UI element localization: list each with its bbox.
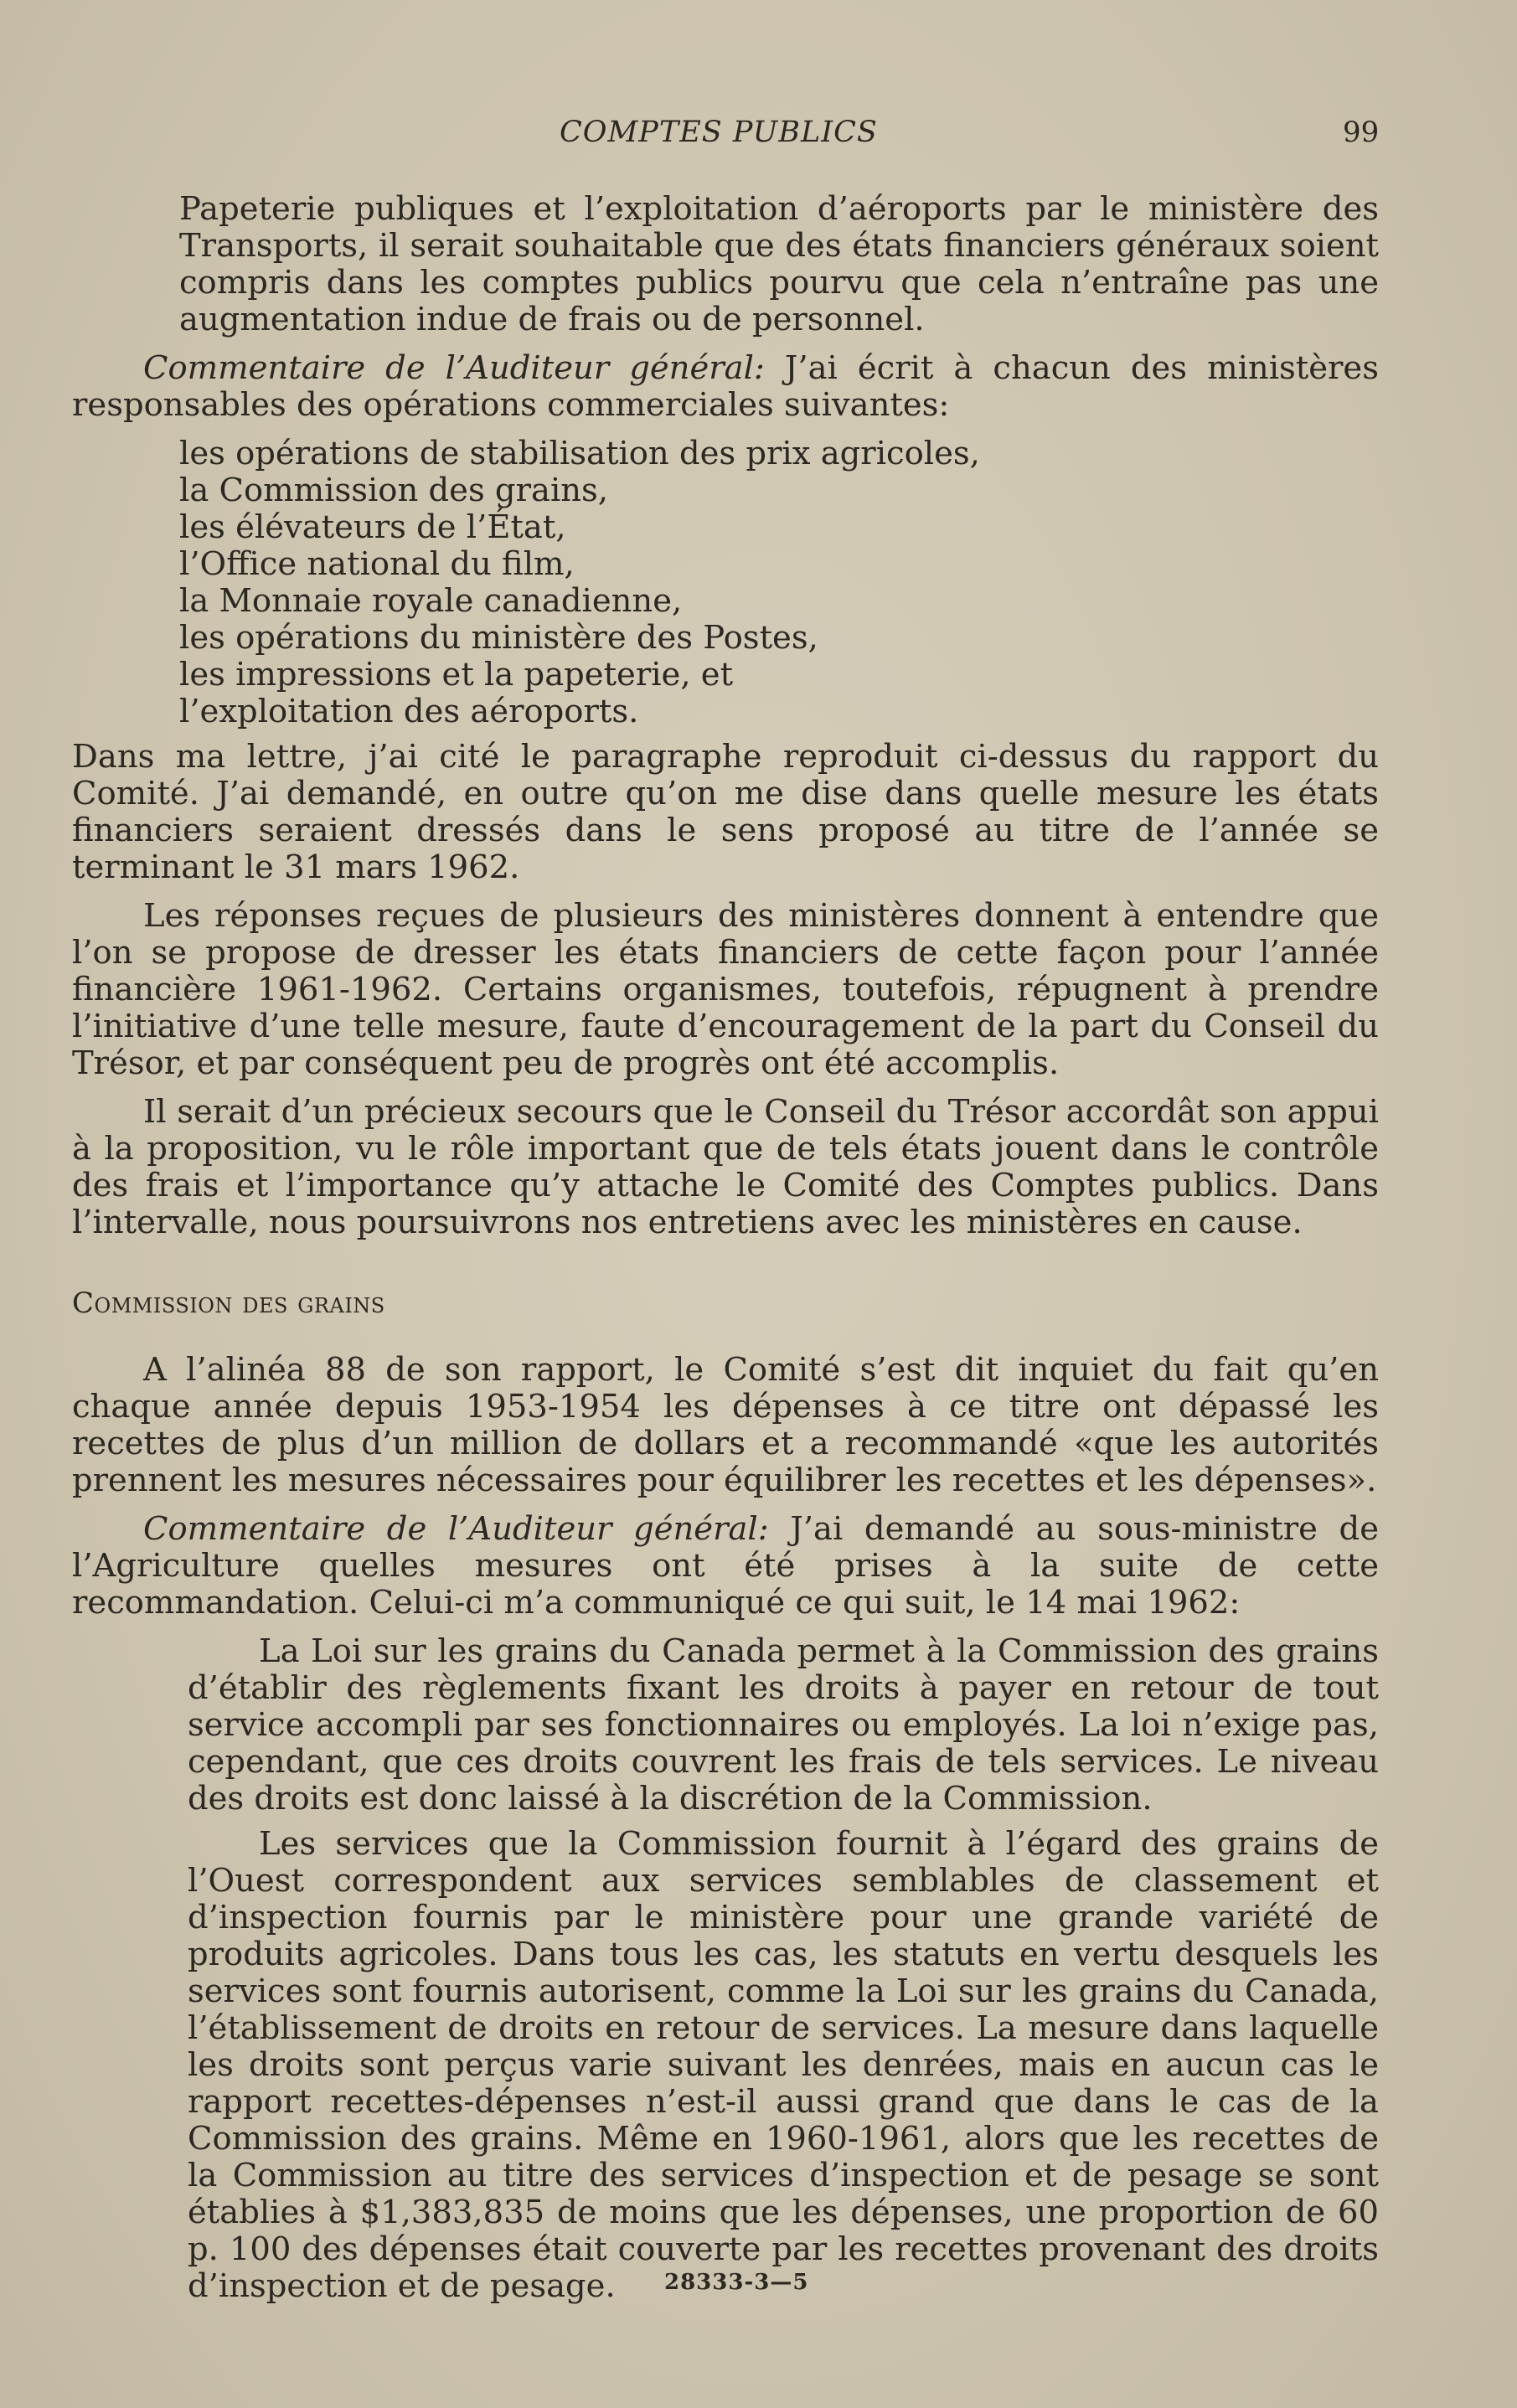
auditor-comment-label-2: Commentaire de l’Auditeur général: — [143, 1510, 769, 1548]
page-body — [72, 191, 1379, 2313]
auditor-comment-paragraph — [72, 350, 1379, 424]
list-item: les impressions et la papeterie, et — [179, 656, 734, 694]
running-head: COMPTES PUBLICS — [560, 116, 878, 149]
quote-paragraph-2: Les services que la Commission fournit à l’égard des grains de l’Ouest correspondent aux services semblables de classement et d’inspection fournis par le ministère pour une grande variété de produits agricoles. Dans tous les cas, les statuts en vertu desquels les services sont fournis autorisent, comme la Loi sur les grains du Canada, l’établissement de droits en retour de services. La mesure dans laquelle les droits sont perçus varie suivant les denrées, mais en aucun cas le rapport recettes-dépenses n’est-il aussi grand que dans le cas de la Commission des grains. Même en 1960-1961, alors que les recettes de la Commission au titre des services d’inspection et de pesage se sont établies à $1,383,835 de moins que les dépenses, une proportion de 60 p. 100 des dépenses était couverte par les recettes provenant des droits d’inspection et de pesage. — [188, 1825, 1379, 2305]
list-item: l’Office national du film, — [179, 545, 575, 583]
letter-paragraph: Dans ma lettre, j’ai cité le paragraphe reproduit ci-dessus du rapport du Comité. J’ai demandé, en outre qu’on me dise dans quelle mesure les états financiers seraient dressés dans le sens proposé au titre de l’année se terminant le 31 mars 1962. — [72, 738, 1379, 886]
list-item: les élévateurs de l’État, — [179, 508, 566, 546]
list-item: les opérations de stabilisation des prix agricoles, — [179, 435, 980, 472]
quote-paragraph-1: La Loi sur les grains du Canada permet à la Commission des grains d’établir des règlements fixant les droits à payer en retour de tout service accompli par ses fonctionnaires ou employés. La loi n’exige pas, cependant, que ces droits couvrent les frais de tels services. Le niveau des droits est donc laissé à la discrétion de la Commission. — [188, 1632, 1379, 1818]
auditor-comment-text-2: J’ai demandé au sous-ministre de l’Agriculture quelles mesures ont été prises à la suite de cette recommandation. Celui-ci m’a communiqué ce qui suit, le 14 mai 1962: — [72, 1510, 1379, 1622]
page-number: 99 — [1343, 116, 1380, 149]
list-item: la Monnaie royale canadienne, — [179, 582, 683, 620]
auditor-comment-label: Commentaire de l’Auditeur général: — [143, 349, 765, 387]
footer-print-code: 28333-3—5 — [664, 2270, 809, 2295]
block-quote — [72, 1633, 1379, 2305]
treasury-paragraph: Il serait d’un précieux secours que le Conseil du Trésor accordât son appui à la proposition, vu le rôle important que de tels états jouent dans le contrôle des frais et l’importance qu’y attache le Comité des Comptes publics. Dans l’intervalle, nous poursuivrons nos entretiens avec les ministères en cause. — [72, 1093, 1379, 1241]
responses-paragraph: Les réponses reçues de plusieurs des ministères donnent à entendre que l’on se propose de dresser les états financiers de cette façon pour l’année financière 1961-1962. Certains organismes, toutefois, répugnent à prendre l’initiative d’une telle mesure, faute d’encouragement de la part du Conseil du Trésor, et par conséquent peu de progrès ont été accomplis. — [72, 897, 1379, 1082]
continuation-paragraph: Papeterie publiques et l’exploitation d’aéroports par le ministère des Transports, il serait souhaitable que des états financiers généraux soient compris dans les comptes publics pourvu que cela n’entraîne pas une augmentation indue de frais ou de personnel. — [179, 190, 1379, 338]
list-item: la Commission des grains, — [179, 472, 609, 509]
operations-list — [72, 436, 1379, 730]
list-item: les opérations du ministère des Postes, — [179, 619, 818, 657]
committee-concern-paragraph: A l’alinéa 88 de son rapport, le Comité s’est dit inquiet du fait qu’en chaque année depuis 1953-1954 les dépenses à ce titre ont dépassé les recettes de plus d’un million de dollars et a recommandé «que les autorités prennent les mesures nécessaires pour équilibrer les recettes et les dépenses». — [72, 1351, 1379, 1499]
auditor-comment-paragraph-2 — [72, 1511, 1379, 1622]
section-heading: Commission des grains — [72, 1287, 385, 1320]
page-header — [0, 116, 1517, 157]
auditor-comment-text: J’ai écrit à chacun des ministères responsables des opérations commerciales suivantes: — [72, 349, 1379, 424]
list-item: l’exploitation des aéroports. — [179, 693, 639, 730]
